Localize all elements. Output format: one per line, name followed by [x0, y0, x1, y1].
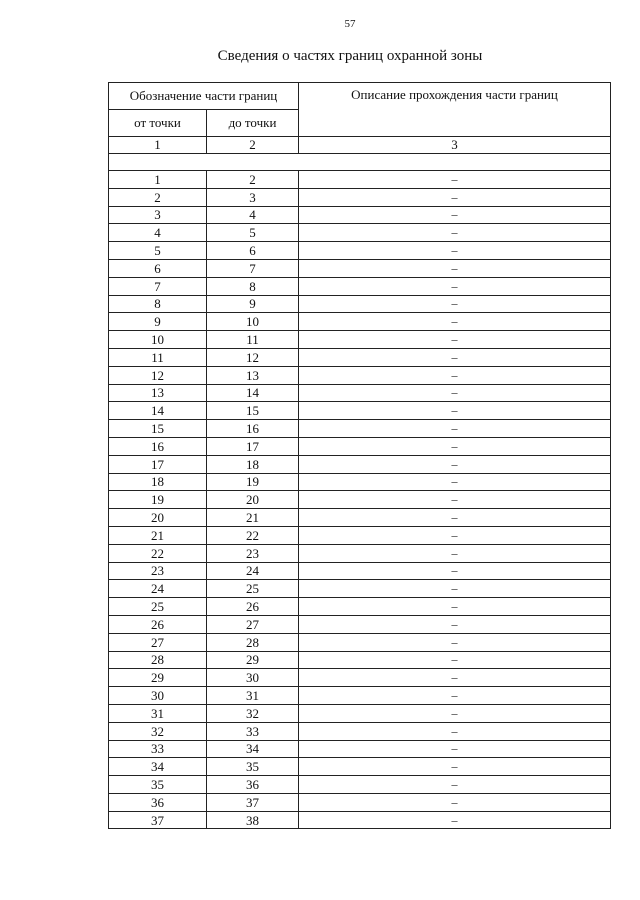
- column-number-2: 2: [207, 137, 299, 154]
- to-point-cell: 29: [207, 651, 299, 669]
- to-point-cell: 6: [207, 242, 299, 260]
- table-row: [109, 633, 611, 651]
- table-row: [109, 562, 611, 580]
- from-point-cell: 24: [109, 580, 207, 598]
- table-row: [109, 313, 611, 331]
- from-point-cell: 31: [109, 704, 207, 722]
- from-point-cell: 1: [109, 171, 207, 189]
- description-cell: –: [299, 348, 611, 366]
- table-row: [109, 722, 611, 740]
- description-cell: –: [299, 651, 611, 669]
- to-point-cell: 3: [207, 188, 299, 206]
- description-cell: –: [299, 331, 611, 349]
- from-point-cell: 19: [109, 491, 207, 509]
- from-point-cell: 3: [109, 206, 207, 224]
- to-point-cell: 38: [207, 811, 299, 829]
- column-number-3: 3: [299, 137, 611, 154]
- table-row: [109, 402, 611, 420]
- table-row: [109, 669, 611, 687]
- page-title: Сведения о частях границ охранной зоны: [217, 48, 483, 64]
- description-cell: –: [299, 420, 611, 438]
- to-point-cell: 37: [207, 793, 299, 811]
- to-point-cell: 34: [207, 740, 299, 758]
- from-point-cell: 18: [109, 473, 207, 491]
- table-row: [109, 509, 611, 527]
- empty-row: [109, 154, 611, 171]
- to-point-cell: 19: [207, 473, 299, 491]
- from-point-cell: 26: [109, 615, 207, 633]
- description-cell: –: [299, 615, 611, 633]
- description-cell: –: [299, 633, 611, 651]
- table-row: [109, 811, 611, 829]
- description-cell: –: [299, 259, 611, 277]
- to-point-cell: 2: [207, 171, 299, 189]
- from-point-cell: 8: [109, 295, 207, 313]
- description-cell: –: [299, 669, 611, 687]
- from-point-cell: 34: [109, 758, 207, 776]
- from-point-cell: 23: [109, 562, 207, 580]
- to-point-cell: 8: [207, 277, 299, 295]
- table-row: [109, 793, 611, 811]
- table-row: [109, 455, 611, 473]
- table-row: [109, 171, 611, 189]
- to-point-cell: 24: [207, 562, 299, 580]
- from-point-cell: 20: [109, 509, 207, 527]
- description-cell: –: [299, 704, 611, 722]
- table-row: [109, 188, 611, 206]
- table-row: [109, 384, 611, 402]
- to-point-cell: 9: [207, 295, 299, 313]
- description-cell: –: [299, 455, 611, 473]
- from-point-cell: 10: [109, 331, 207, 349]
- from-point-cell: 35: [109, 776, 207, 794]
- table-row: [109, 651, 611, 669]
- from-point-cell: 27: [109, 633, 207, 651]
- description-cell: –: [299, 509, 611, 527]
- table-row: [109, 598, 611, 616]
- to-point-cell: 14: [207, 384, 299, 402]
- to-point-cell: 33: [207, 722, 299, 740]
- from-point-cell: 21: [109, 526, 207, 544]
- table-row: [109, 491, 611, 509]
- to-point-cell: 25: [207, 580, 299, 598]
- table-row: [109, 437, 611, 455]
- header-from-point: от точки: [109, 110, 207, 137]
- to-point-cell: 28: [207, 633, 299, 651]
- to-point-cell: 7: [207, 259, 299, 277]
- to-point-cell: 32: [207, 704, 299, 722]
- description-cell: –: [299, 224, 611, 242]
- to-point-cell: 30: [207, 669, 299, 687]
- header-row: [109, 83, 611, 110]
- table-row: [109, 776, 611, 794]
- to-point-cell: 22: [207, 526, 299, 544]
- table-row: [109, 348, 611, 366]
- from-point-cell: 15: [109, 420, 207, 438]
- to-point-cell: 23: [207, 544, 299, 562]
- from-point-cell: 32: [109, 722, 207, 740]
- table-row: [109, 420, 611, 438]
- table-row: [109, 580, 611, 598]
- to-point-cell: 27: [207, 615, 299, 633]
- description-cell: –: [299, 188, 611, 206]
- to-point-cell: 16: [207, 420, 299, 438]
- to-point-cell: 11: [207, 331, 299, 349]
- to-point-cell: 26: [207, 598, 299, 616]
- to-point-cell: 35: [207, 758, 299, 776]
- description-cell: –: [299, 776, 611, 794]
- description-cell: –: [299, 740, 611, 758]
- from-point-cell: 30: [109, 687, 207, 705]
- from-point-cell: 5: [109, 242, 207, 260]
- description-cell: –: [299, 295, 611, 313]
- to-point-cell: 31: [207, 687, 299, 705]
- description-cell: –: [299, 473, 611, 491]
- to-point-cell: 21: [207, 509, 299, 527]
- table-row: [109, 224, 611, 242]
- from-point-cell: 29: [109, 669, 207, 687]
- from-point-cell: 14: [109, 402, 207, 420]
- to-point-cell: 20: [207, 491, 299, 509]
- from-point-cell: 9: [109, 313, 207, 331]
- table-row: [109, 615, 611, 633]
- from-point-cell: 22: [109, 544, 207, 562]
- to-point-cell: 5: [207, 224, 299, 242]
- to-point-cell: 18: [207, 455, 299, 473]
- table-row: [109, 331, 611, 349]
- to-point-cell: 17: [207, 437, 299, 455]
- description-cell: –: [299, 758, 611, 776]
- description-cell: –: [299, 562, 611, 580]
- description-cell: –: [299, 722, 611, 740]
- header-description: Описание прохождения части границ: [299, 83, 611, 137]
- table-row: [109, 242, 611, 260]
- from-point-cell: 6: [109, 259, 207, 277]
- table-row: [109, 758, 611, 776]
- from-point-cell: 13: [109, 384, 207, 402]
- table-row: [109, 277, 611, 295]
- description-cell: –: [299, 793, 611, 811]
- description-cell: –: [299, 313, 611, 331]
- description-cell: –: [299, 598, 611, 616]
- to-point-cell: 15: [207, 402, 299, 420]
- description-cell: –: [299, 580, 611, 598]
- table-row: [109, 259, 611, 277]
- from-point-cell: 37: [109, 811, 207, 829]
- from-point-cell: 36: [109, 793, 207, 811]
- description-cell: –: [299, 687, 611, 705]
- to-point-cell: 36: [207, 776, 299, 794]
- empty-cell: [109, 154, 611, 171]
- description-cell: –: [299, 277, 611, 295]
- from-point-cell: 33: [109, 740, 207, 758]
- header-to-point: до точки: [207, 110, 299, 137]
- description-cell: –: [299, 544, 611, 562]
- from-point-cell: 16: [109, 437, 207, 455]
- table-row: [109, 740, 611, 758]
- table-row: [109, 704, 611, 722]
- description-cell: –: [299, 366, 611, 384]
- from-point-cell: 12: [109, 366, 207, 384]
- description-cell: –: [299, 384, 611, 402]
- from-point-cell: 2: [109, 188, 207, 206]
- description-cell: –: [299, 491, 611, 509]
- page-number: 57: [344, 18, 356, 30]
- table-row: [109, 473, 611, 491]
- table-row: [109, 206, 611, 224]
- table-row: [109, 366, 611, 384]
- column-number-row: [109, 137, 611, 154]
- description-cell: –: [299, 206, 611, 224]
- from-point-cell: 28: [109, 651, 207, 669]
- table-row: [109, 295, 611, 313]
- boundary-table: [108, 82, 611, 829]
- to-point-cell: 10: [207, 313, 299, 331]
- to-point-cell: 13: [207, 366, 299, 384]
- table-row: [109, 687, 611, 705]
- column-number-1: 1: [109, 137, 207, 154]
- table-row: [109, 526, 611, 544]
- description-cell: –: [299, 811, 611, 829]
- description-cell: –: [299, 437, 611, 455]
- table-row: [109, 544, 611, 562]
- to-point-cell: 4: [207, 206, 299, 224]
- description-cell: –: [299, 171, 611, 189]
- from-point-cell: 4: [109, 224, 207, 242]
- header-part-designation: Обозначение части границ: [109, 83, 299, 110]
- description-cell: –: [299, 402, 611, 420]
- description-cell: –: [299, 242, 611, 260]
- from-point-cell: 7: [109, 277, 207, 295]
- from-point-cell: 11: [109, 348, 207, 366]
- from-point-cell: 17: [109, 455, 207, 473]
- to-point-cell: 12: [207, 348, 299, 366]
- description-cell: –: [299, 526, 611, 544]
- from-point-cell: 25: [109, 598, 207, 616]
